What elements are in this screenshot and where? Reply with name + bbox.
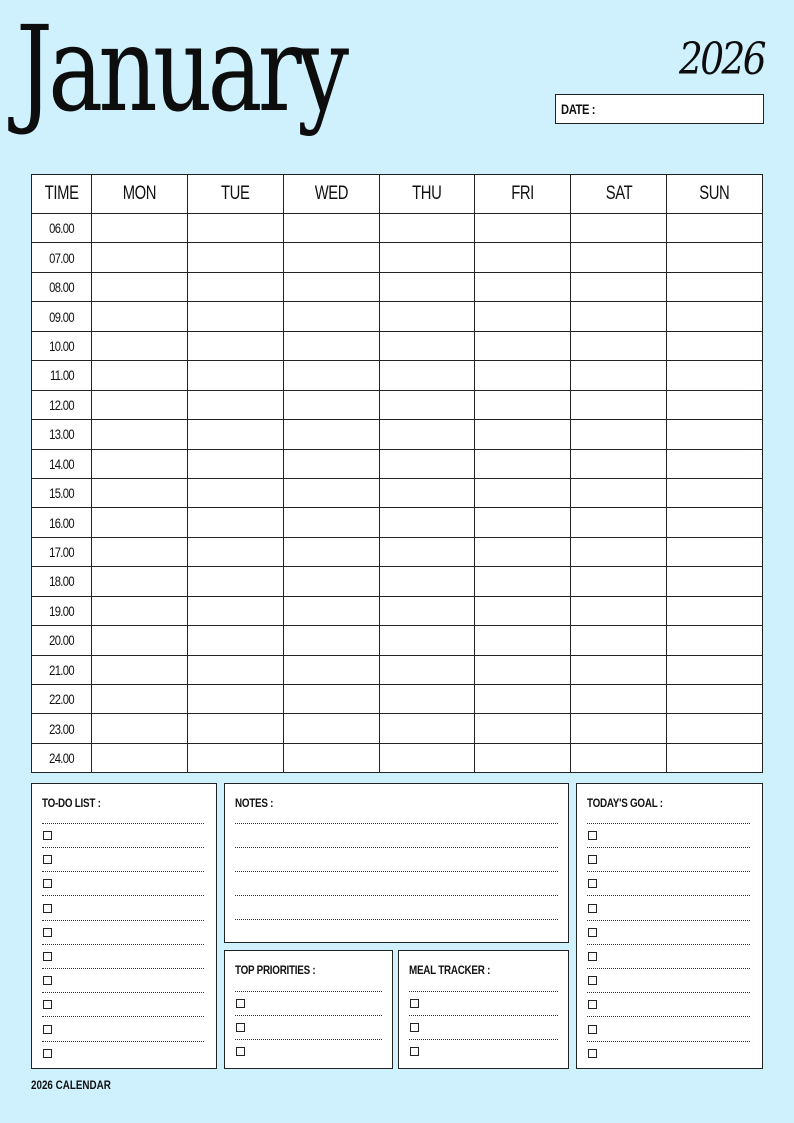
schedule-cell-mon[interactable] (92, 478, 188, 507)
time-row (32, 390, 763, 419)
schedule-cell-sat[interactable] (571, 596, 667, 625)
time-row (32, 449, 763, 478)
schedule-cell-sun[interactable] (667, 361, 763, 390)
time-row (32, 655, 763, 684)
schedule-cell-fri[interactable] (475, 655, 571, 684)
time-label: 10.00 (49, 337, 74, 354)
notes-line[interactable] (235, 871, 558, 872)
dotted-divider (235, 1039, 382, 1040)
meal-item-checkbox[interactable] (410, 1047, 419, 1056)
schedule-cell-wed[interactable] (283, 655, 379, 684)
time-label: 22.00 (49, 691, 74, 708)
column-header-label: SUN (699, 183, 730, 204)
dotted-divider (42, 992, 204, 993)
dotted-divider (409, 1015, 558, 1016)
dotted-divider (42, 1041, 204, 1042)
goal-item-checkbox[interactable] (588, 855, 597, 864)
schedule-cell-mon[interactable] (92, 537, 188, 566)
time-cell (32, 302, 92, 331)
schedule-cell-sat[interactable] (571, 714, 667, 743)
notes-line[interactable] (235, 847, 558, 848)
column-header-label: SAT (605, 183, 632, 204)
schedule-cell-fri[interactable] (475, 743, 571, 772)
footer-label: 2026 CALENDAR (31, 1078, 111, 1092)
todo-item-checkbox[interactable] (43, 831, 52, 840)
meal-item-checkbox[interactable] (410, 999, 419, 1008)
time-cell (32, 743, 92, 772)
schedule-cell-sun[interactable] (667, 714, 763, 743)
schedule-cell-wed[interactable] (283, 508, 379, 537)
schedule-cell-thu[interactable] (379, 567, 475, 596)
column-header-fri (475, 175, 571, 214)
schedule-cell-thu[interactable] (379, 331, 475, 360)
goal-item-checkbox[interactable] (588, 879, 597, 888)
schedule-cell-fri[interactable] (475, 537, 571, 566)
schedule-cell-mon[interactable] (92, 655, 188, 684)
schedule-cell-tue[interactable] (187, 478, 283, 507)
dotted-divider (587, 1016, 750, 1017)
schedule-cell-tue[interactable] (187, 508, 283, 537)
schedule-cell-tue[interactable] (187, 596, 283, 625)
schedule-cell-thu[interactable] (379, 390, 475, 419)
dotted-divider (587, 823, 750, 824)
dotted-divider (587, 871, 750, 872)
todo-item-checkbox[interactable] (43, 1049, 52, 1058)
notes-line[interactable] (235, 823, 558, 824)
schedule-cell-tue[interactable] (187, 361, 283, 390)
date-label: DATE : (561, 101, 596, 117)
schedule-cell-sat[interactable] (571, 331, 667, 360)
schedule-cell-sun[interactable] (667, 272, 763, 301)
top-priorities-panel (224, 950, 393, 1069)
column-header-label: WED (314, 183, 348, 204)
schedule-cell-tue[interactable] (187, 214, 283, 243)
schedule-cell-sun[interactable] (667, 478, 763, 507)
todo-item-checkbox[interactable] (43, 904, 52, 913)
todays-goal-panel (576, 783, 763, 1069)
time-label: 18.00 (49, 573, 74, 590)
schedule-cell-sat[interactable] (571, 626, 667, 655)
time-cell (32, 626, 92, 655)
schedule-cell-sat[interactable] (571, 655, 667, 684)
time-label: 08.00 (49, 279, 74, 296)
dotted-divider (409, 1039, 558, 1040)
goal-item-checkbox[interactable] (588, 976, 597, 985)
schedule-cell-wed[interactable] (283, 743, 379, 772)
schedule-cell-mon[interactable] (92, 685, 188, 714)
time-row (32, 714, 763, 743)
schedule-cell-mon[interactable] (92, 272, 188, 301)
schedule-cell-wed[interactable] (283, 361, 379, 390)
dotted-divider (587, 944, 750, 945)
schedule-cell-sun[interactable] (667, 596, 763, 625)
schedule-cell-thu[interactable] (379, 714, 475, 743)
dotted-divider (42, 944, 204, 945)
schedule-cell-thu[interactable] (379, 596, 475, 625)
time-label: 17.00 (49, 544, 74, 561)
time-row (32, 272, 763, 301)
time-row (32, 478, 763, 507)
time-cell (32, 361, 92, 390)
dotted-divider (42, 1016, 204, 1017)
schedule-cell-fri[interactable] (475, 714, 571, 743)
time-label: 16.00 (49, 514, 74, 531)
schedule-cell-sun[interactable] (667, 390, 763, 419)
schedule-cell-sat[interactable] (571, 361, 667, 390)
time-cell (32, 272, 92, 301)
schedule-cell-sat[interactable] (571, 272, 667, 301)
schedule-cell-thu[interactable] (379, 655, 475, 684)
dotted-divider (42, 823, 204, 824)
schedule-cell-thu[interactable] (379, 361, 475, 390)
schedule-cell-sun[interactable] (667, 214, 763, 243)
schedule-cell-mon[interactable] (92, 361, 188, 390)
column-header-time (32, 175, 92, 214)
column-header-label: MON (122, 183, 157, 204)
todo-item-checkbox[interactable] (43, 1025, 52, 1034)
dotted-divider (42, 871, 204, 872)
schedule-cell-mon[interactable] (92, 626, 188, 655)
time-label: 06.00 (49, 220, 74, 237)
schedule-cell-mon[interactable] (92, 449, 188, 478)
schedule-cell-tue[interactable] (187, 302, 283, 331)
dotted-divider (587, 847, 750, 848)
column-header-sat (571, 175, 667, 214)
time-row (32, 361, 763, 390)
time-cell (32, 596, 92, 625)
column-header-sun (667, 175, 763, 214)
time-label: 11.00 (49, 367, 74, 384)
schedule-cell-fri[interactable] (475, 596, 571, 625)
column-header-label: TIME (44, 183, 79, 204)
time-cell (32, 685, 92, 714)
time-label: 09.00 (49, 308, 74, 325)
schedule-cell-sun[interactable] (667, 567, 763, 596)
todo-list-panel (31, 783, 217, 1069)
schedule-cell-fri[interactable] (475, 331, 571, 360)
time-cell (32, 390, 92, 419)
time-cell (32, 331, 92, 360)
schedule-cell-fri[interactable] (475, 508, 571, 537)
schedule-cell-tue[interactable] (187, 626, 283, 655)
schedule-cell-sat[interactable] (571, 420, 667, 449)
top-priorities-title: TOP PRIORITIES : (235, 963, 316, 977)
schedule-cell-sun[interactable] (667, 655, 763, 684)
schedule-cell-sat[interactable] (571, 685, 667, 714)
schedule-cell-wed[interactable] (283, 243, 379, 272)
time-cell (32, 537, 92, 566)
schedule-cell-sat[interactable] (571, 537, 667, 566)
todo-item-checkbox[interactable] (43, 976, 52, 985)
schedule-cell-tue[interactable] (187, 420, 283, 449)
schedule-cell-mon[interactable] (92, 596, 188, 625)
dotted-divider (42, 968, 204, 969)
dotted-divider (409, 991, 558, 992)
time-cell (32, 655, 92, 684)
todo-item-checkbox[interactable] (43, 1000, 52, 1009)
schedule-cell-sat[interactable] (571, 508, 667, 537)
schedule-cell-mon[interactable] (92, 214, 188, 243)
schedule-cell-sat[interactable] (571, 214, 667, 243)
schedule-cell-fri[interactable] (475, 243, 571, 272)
schedule-cell-fri[interactable] (475, 478, 571, 507)
priority-item-checkbox[interactable] (236, 999, 245, 1008)
time-cell (32, 567, 92, 596)
notes-line[interactable] (235, 895, 558, 896)
time-row (32, 537, 763, 566)
priority-item-checkbox[interactable] (236, 1023, 245, 1032)
schedule-cell-thu[interactable] (379, 449, 475, 478)
schedule-cell-fri[interactable] (475, 390, 571, 419)
year-label: 2026 (679, 34, 764, 85)
priority-item-checkbox[interactable] (236, 1047, 245, 1056)
time-row (32, 508, 763, 537)
time-label: 24.00 (49, 750, 74, 767)
todo-item-checkbox[interactable] (43, 879, 52, 888)
schedule-cell-tue[interactable] (187, 655, 283, 684)
schedule-cell-tue[interactable] (187, 714, 283, 743)
weekly-schedule-table (31, 174, 763, 773)
column-header-label: TUE (221, 183, 250, 204)
column-header-thu (379, 175, 475, 214)
column-header-tue (187, 175, 283, 214)
schedule-body (32, 214, 763, 773)
schedule-cell-wed[interactable] (283, 567, 379, 596)
date-field[interactable] (555, 94, 764, 124)
schedule-cell-mon[interactable] (92, 390, 188, 419)
goal-item-checkbox[interactable] (588, 1025, 597, 1034)
schedule-cell-mon[interactable] (92, 743, 188, 772)
column-header-wed (283, 175, 379, 214)
month-title: January (16, 0, 345, 138)
todo-item-checkbox[interactable] (43, 952, 52, 961)
schedule-cell-sun[interactable] (667, 302, 763, 331)
todays-goal-title: TODAY'S GOAL : (587, 796, 663, 810)
schedule-cell-wed[interactable] (283, 272, 379, 301)
time-label: 21.00 (49, 661, 74, 678)
column-header-mon (92, 175, 188, 214)
time-cell (32, 714, 92, 743)
schedule-header-row (32, 175, 763, 214)
schedule-cell-mon[interactable] (92, 567, 188, 596)
schedule-cell-wed[interactable] (283, 302, 379, 331)
schedule-cell-fri[interactable] (475, 685, 571, 714)
schedule-cell-thu[interactable] (379, 508, 475, 537)
todo-item-checkbox[interactable] (43, 855, 52, 864)
time-label: 19.00 (49, 602, 74, 619)
time-cell (32, 478, 92, 507)
schedule-cell-tue[interactable] (187, 331, 283, 360)
goal-item-checkbox[interactable] (588, 1049, 597, 1058)
schedule-cell-thu[interactable] (379, 685, 475, 714)
schedule-cell-thu[interactable] (379, 272, 475, 301)
time-row (32, 626, 763, 655)
schedule-cell-fri[interactable] (475, 567, 571, 596)
schedule-cell-wed[interactable] (283, 331, 379, 360)
schedule-cell-mon[interactable] (92, 508, 188, 537)
schedule-cell-thu[interactable] (379, 626, 475, 655)
schedule-cell-mon[interactable] (92, 420, 188, 449)
schedule-cell-thu[interactable] (379, 537, 475, 566)
time-label: 12.00 (49, 396, 74, 413)
time-label: 13.00 (49, 426, 74, 443)
schedule-cell-wed[interactable] (283, 596, 379, 625)
dotted-divider (587, 920, 750, 921)
schedule-cell-sat[interactable] (571, 243, 667, 272)
schedule-cell-tue[interactable] (187, 537, 283, 566)
time-label: 23.00 (49, 720, 74, 737)
time-cell (32, 214, 92, 243)
time-row (32, 596, 763, 625)
notes-line[interactable] (235, 919, 558, 920)
schedule-cell-thu[interactable] (379, 214, 475, 243)
goal-item-checkbox[interactable] (588, 952, 597, 961)
schedule-cell-wed[interactable] (283, 214, 379, 243)
dotted-divider (587, 968, 750, 969)
schedule-cell-sun[interactable] (667, 420, 763, 449)
schedule-cell-wed[interactable] (283, 685, 379, 714)
dotted-divider (42, 920, 204, 921)
schedule-cell-sun[interactable] (667, 331, 763, 360)
schedule-cell-fri[interactable] (475, 626, 571, 655)
schedule-cell-tue[interactable] (187, 243, 283, 272)
notes-title: NOTES : (235, 796, 274, 810)
schedule-cell-fri[interactable] (475, 361, 571, 390)
schedule-cell-wed[interactable] (283, 478, 379, 507)
time-label: 20.00 (49, 632, 74, 649)
schedule-cell-sun[interactable] (667, 743, 763, 772)
dotted-divider (587, 1041, 750, 1042)
schedule-cell-sun[interactable] (667, 508, 763, 537)
time-row (32, 420, 763, 449)
schedule-cell-sun[interactable] (667, 449, 763, 478)
schedule-cell-mon[interactable] (92, 243, 188, 272)
schedule-cell-thu[interactable] (379, 743, 475, 772)
schedule-cell-wed[interactable] (283, 449, 379, 478)
schedule-cell-thu[interactable] (379, 302, 475, 331)
time-row (32, 743, 763, 772)
dotted-divider (587, 992, 750, 993)
schedule-cell-tue[interactable] (187, 743, 283, 772)
schedule-cell-sat[interactable] (571, 449, 667, 478)
time-label: 07.00 (49, 249, 74, 266)
notes-panel (224, 783, 569, 943)
goal-item-checkbox[interactable] (588, 831, 597, 840)
schedule-cell-thu[interactable] (379, 420, 475, 449)
schedule-cell-sun[interactable] (667, 243, 763, 272)
schedule-cell-sat[interactable] (571, 390, 667, 419)
schedule-cell-mon[interactable] (92, 714, 188, 743)
time-row (32, 567, 763, 596)
schedule-cell-fri[interactable] (475, 214, 571, 243)
schedule-cell-sun[interactable] (667, 685, 763, 714)
schedule-cell-sun[interactable] (667, 626, 763, 655)
schedule-cell-wed[interactable] (283, 714, 379, 743)
schedule-cell-sun[interactable] (667, 537, 763, 566)
schedule-cell-sat[interactable] (571, 478, 667, 507)
schedule-cell-wed[interactable] (283, 537, 379, 566)
schedule-cell-fri[interactable] (475, 272, 571, 301)
goal-item-checkbox[interactable] (588, 1000, 597, 1009)
column-header-label: THU (412, 183, 442, 204)
meal-tracker-panel (398, 950, 569, 1069)
time-cell (32, 449, 92, 478)
meal-tracker-title: MEAL TRACKER : (409, 963, 491, 977)
time-row (32, 243, 763, 272)
time-cell (32, 243, 92, 272)
schedule-cell-fri[interactable] (475, 302, 571, 331)
schedule-cell-tue[interactable] (187, 567, 283, 596)
todo-item-checkbox[interactable] (43, 928, 52, 937)
schedule-cell-wed[interactable] (283, 626, 379, 655)
schedule-cell-sat[interactable] (571, 567, 667, 596)
time-row (32, 302, 763, 331)
time-cell (32, 420, 92, 449)
schedule-cell-mon[interactable] (92, 331, 188, 360)
schedule-cell-tue[interactable] (187, 685, 283, 714)
time-label: 15.00 (49, 485, 74, 502)
schedule-cell-sat[interactable] (571, 743, 667, 772)
dotted-divider (235, 991, 382, 992)
schedule-cell-tue[interactable] (187, 449, 283, 478)
time-label: 14.00 (49, 455, 74, 472)
dotted-divider (235, 1015, 382, 1016)
schedule-cell-thu[interactable] (379, 478, 475, 507)
goal-item-checkbox[interactable] (588, 928, 597, 937)
schedule-cell-tue[interactable] (187, 390, 283, 419)
time-cell (32, 508, 92, 537)
meal-item-checkbox[interactable] (410, 1023, 419, 1032)
dotted-divider (587, 895, 750, 896)
schedule-cell-mon[interactable] (92, 302, 188, 331)
dotted-divider (42, 895, 204, 896)
time-row (32, 331, 763, 360)
schedule-cell-wed[interactable] (283, 390, 379, 419)
dotted-divider (42, 847, 204, 848)
schedule-cell-fri[interactable] (475, 420, 571, 449)
schedule-cell-tue[interactable] (187, 272, 283, 301)
schedule-cell-thu[interactable] (379, 243, 475, 272)
todo-list-title: TO-DO LIST : (42, 796, 101, 810)
column-header-label: FRI (511, 183, 535, 204)
goal-item-checkbox[interactable] (588, 904, 597, 913)
time-row (32, 685, 763, 714)
schedule-cell-wed[interactable] (283, 420, 379, 449)
schedule-cell-fri[interactable] (475, 449, 571, 478)
time-row (32, 214, 763, 243)
schedule-cell-sat[interactable] (571, 302, 667, 331)
